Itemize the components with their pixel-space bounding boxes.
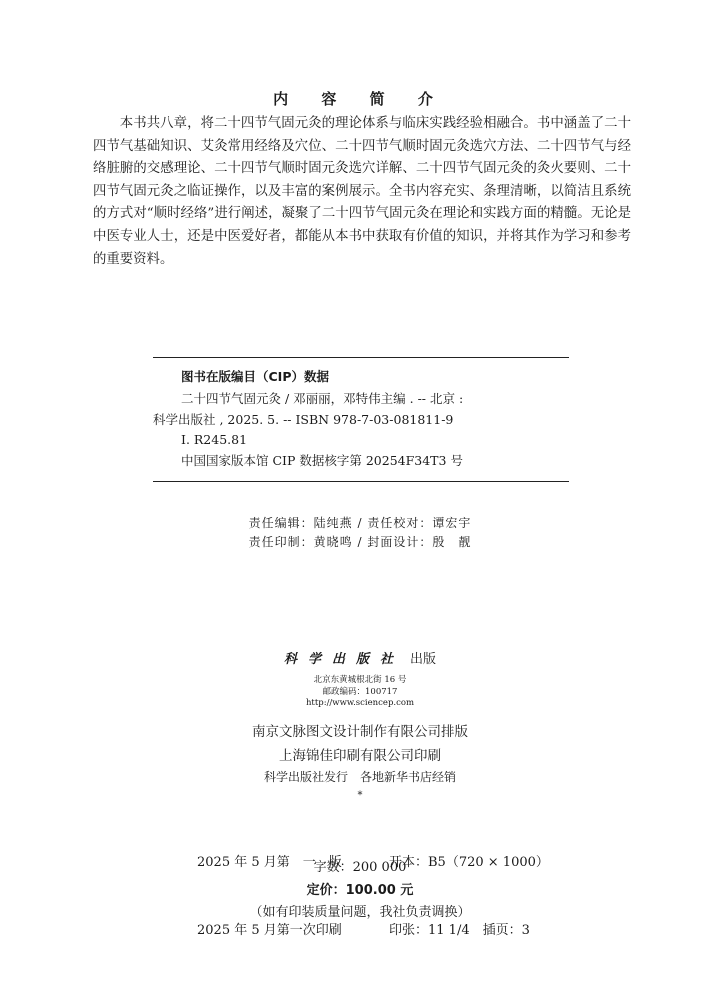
typesetting-line: 南京文脉图文设计制作有限公司排版 <box>252 724 468 740</box>
cip-heading: 图书在版编目（CIP）数据 <box>181 369 329 384</box>
cip-title-line: 二十四节气固元灸 / 邓丽丽，邓特伟主编 . -- 北京 : <box>181 391 464 406</box>
specs-row <box>197 920 557 943</box>
editorial-credits <box>0 514 720 552</box>
cip-classification-line: Ⅰ. R245.81 <box>181 432 248 447</box>
publisher-suffix: 出版 <box>410 652 437 667</box>
credits-print-design-line: 责任印制：黄晓鸣 / 封面设计：殷 靓 <box>248 535 472 549</box>
publisher-address: 北京东黄城根北街 16 号 <box>313 675 407 685</box>
cip-record-number: 中国国家版本馆 CIP 数据核字第 20254F34T3 号 <box>181 452 463 468</box>
publisher-postcode: 邮政编码：100717 <box>322 686 398 697</box>
cip-publisher-line: 科学出版社 , 2025. 5. -- ISBN 978-7-03-081811-9 <box>153 411 454 427</box>
intro-title: 内 容 简 介 <box>273 90 447 108</box>
intro-body: 本书共八章，将二十四节气固元灸的理论体系与临床实践经验相融合。书中涵盖了二十四节气基础知识、艾灸常用经络及穴位、二十四节气顺时固元灸选穴方法、二十四节气与经络脏腑的交感理论、二十四节气顺时固元灸选穴详解、二十四节气固元灸的灸火要则、二十四节气固元灸之临证操作，以及丰富的案例展示。全书内容充实、条理清晰，以简洁且系统的方式对“顺时经络”进行阐述，凝聚了二十四节气固元灸在理论和实践方面的精髓。无论是中医专业人士，还是中医爱好者，都能从本书中获取有价值的知识，并将其作为学习和参考的重要资料。 <box>93 116 631 267</box>
publisher-line <box>0 648 720 667</box>
cip-block <box>153 357 569 482</box>
format-text: 开本：B5（720 × 1000） <box>389 855 549 870</box>
edition-text: 2025 年 5 月第 一 版 <box>197 855 342 870</box>
printing-line: 上海锦佳印刷有限公司印刷 <box>279 748 441 764</box>
imprint-block <box>0 719 720 805</box>
word-count: 字数：200 000 <box>313 860 407 875</box>
quality-notice: （如有印装质量问题，我社负责调换） <box>249 905 471 920</box>
publisher-logo: 科学出版社 <box>283 652 404 667</box>
price: 定价：100.00 元 <box>306 883 414 898</box>
separator-star: * <box>357 790 363 801</box>
printing-text: 2025 年 5 月第一次印刷 <box>197 922 342 938</box>
credits-editor-line: 责任编辑：陆纯燕 / 责任校对：谭宏宇 <box>248 516 472 530</box>
distribution-line: 科学出版社发行 各地新华书店经销 <box>263 770 456 784</box>
publisher-address-block <box>0 675 720 710</box>
sheets-text: 印张：11 1/4 插页：3 <box>389 922 530 938</box>
publisher-website: http://www.sciencep.com <box>305 698 415 708</box>
